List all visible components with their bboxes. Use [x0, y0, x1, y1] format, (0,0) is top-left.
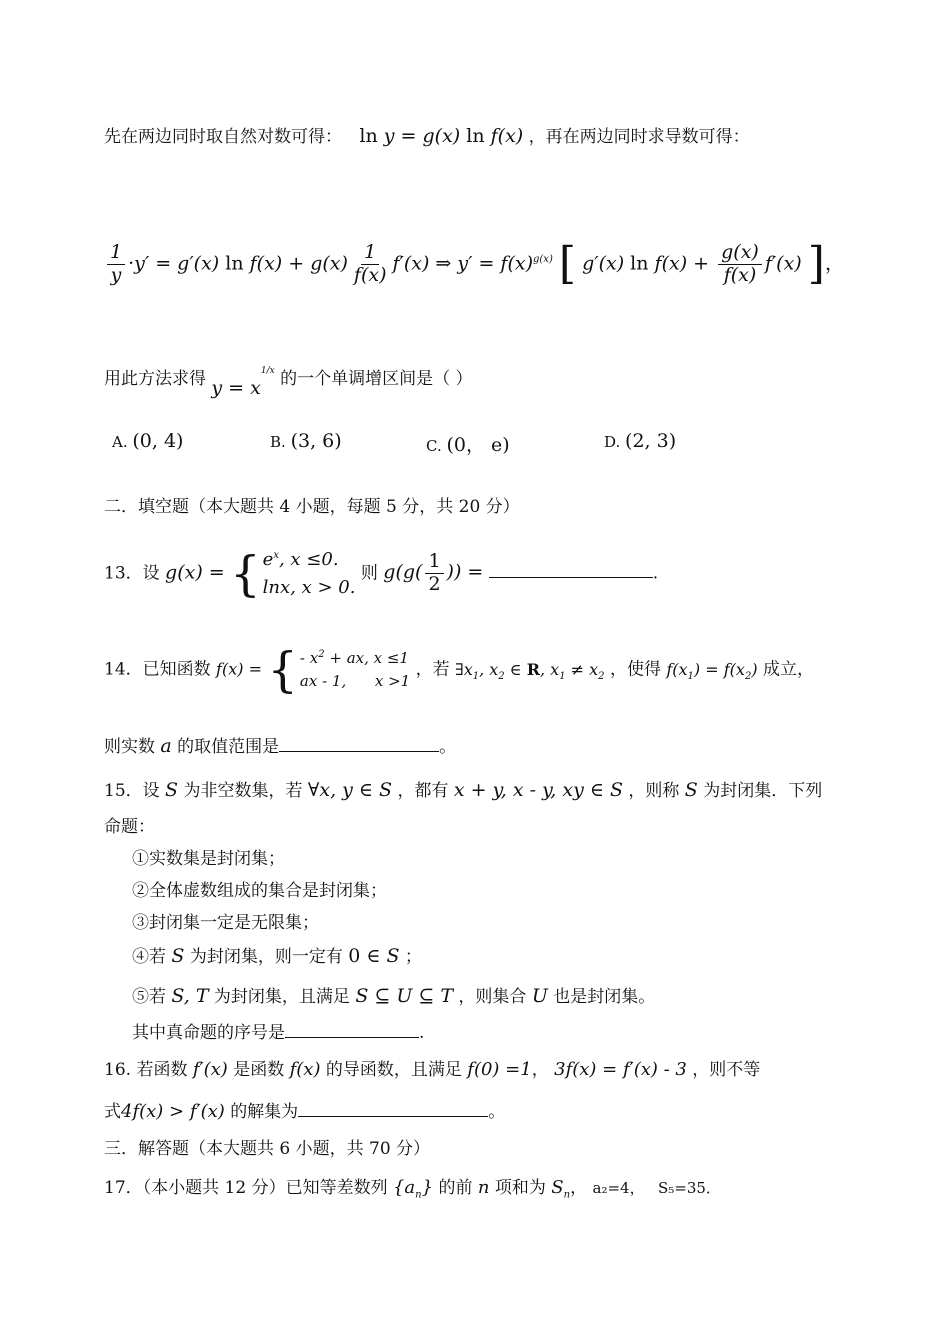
- intro-text-2: ，再在两边同时求导数可得：: [528, 127, 750, 147]
- q13-piecewise: { $e^x$, x ≤0. lnx, x > 0.: [230, 545, 356, 602]
- q13-answer-blank: [489, 576, 653, 578]
- log-equation: ln y = g(x) ln f(x): [359, 125, 524, 147]
- q13: 13．设 g(x) = { $e^x$, x ≤0. lnx, x > 0. 则 g(g( $\frac{1}{2}$ )) = .: [104, 545, 659, 602]
- option-b-value: (3, 6): [290, 430, 342, 452]
- q15-prop-5: ⑤若 S, T 为封闭集，且满足 S ⊆ U ⊆ T ，则集合 U 也是封闭集。: [132, 985, 656, 1007]
- q15-prop-3: ③封闭集一定是无限集；: [132, 913, 319, 933]
- section-2-heading: 二．填空题（本大题共 4 小题，每题 5 分，共 20 分）: [104, 497, 520, 517]
- q14: 14．已知函数 f(x) = { - $x^2$ + ax, x ≤1 ax - 1, x >1 ，若 $\exists x_1$, $x_2$ ∈ R, $x_1 \ne x_2$ ，使得 $f(x_1) = f(x_2)$ 成立，: [104, 642, 814, 698]
- q15-prop-1: ①实数集是封闭集；: [132, 849, 285, 869]
- q12-lead: 用此方法求得: [104, 369, 206, 389]
- option-d: D. (2, 3): [604, 430, 677, 452]
- q14-answer-blank: [279, 750, 439, 752]
- q14-line2: 则实数 a 的取值范围是 。: [104, 735, 457, 757]
- q12-tail: 的一个单调增区间是（ ）: [280, 369, 473, 389]
- option-c-value: (0， e): [446, 434, 510, 456]
- section-3-heading: 三．解答题（本大题共 6 小题，共 70 分）: [104, 1139, 431, 1159]
- q15-line1: 15．设 S 为非空数集，若 ∀x, y ∈ S ，都有 x + y, x - y, xy ∈ S ，则称 S 为封闭集．下列: [104, 779, 823, 801]
- q16-line1: 16. 若函数 f′(x) 是函数 f(x) 的导函数，且满足 f(0) =1， 3f(x) = f′(x) - 3 ，则不等: [104, 1059, 761, 1080]
- q16-answer-blank: [298, 1115, 488, 1117]
- q14-piecewise: { - $x^2$ + ax, x ≤1 ax - 1, x >1: [267, 642, 411, 698]
- q12-stem: [104, 365, 473, 399]
- derivative-formula: $\frac{1}{y}$ ·y′ = g′(x) ln f(x) + g(x) $\frac{1}{f(x)}$ f′(x) ⇒ $y' = f(x)^{g(x)}$ [ g′(x) ln f(x) + $\frac{g(x)}{f(x)}$ f′(x) ]，: [104, 242, 844, 287]
- q15-line2: 命题：: [104, 817, 155, 837]
- intro-text-1: 先在两边同时取自然对数可得：: [104, 127, 342, 147]
- option-d-value: (2, 3): [625, 430, 677, 452]
- q12-function: $y = x^{1/x}$: [211, 365, 275, 399]
- q15-prop-2: ②全体虚数组成的集合是封闭集；: [132, 881, 387, 901]
- option-c: C. (0， e): [426, 434, 510, 456]
- q15-last: 其中真命题的序号是 .: [132, 1023, 425, 1043]
- q15-prop-4: ④若 S 为封闭集，则一定有 0 ∈ S ；: [132, 945, 422, 967]
- q16-line2: 式4f(x) > f′(x) 的解集为 。: [104, 1101, 506, 1122]
- option-b: B. (3, 6): [270, 430, 342, 452]
- intro-line: [104, 124, 750, 149]
- q15-answer-blank: [285, 1036, 419, 1038]
- option-a: A. (0, 4): [112, 430, 184, 452]
- q17: 17．（本小题共 12 分）已知等差数列 $\{a_n\}$ 的前 n 项和为 $S_n$， a₂=4， S₅=35．: [104, 1177, 721, 1201]
- option-a-value: (0, 4): [132, 430, 184, 452]
